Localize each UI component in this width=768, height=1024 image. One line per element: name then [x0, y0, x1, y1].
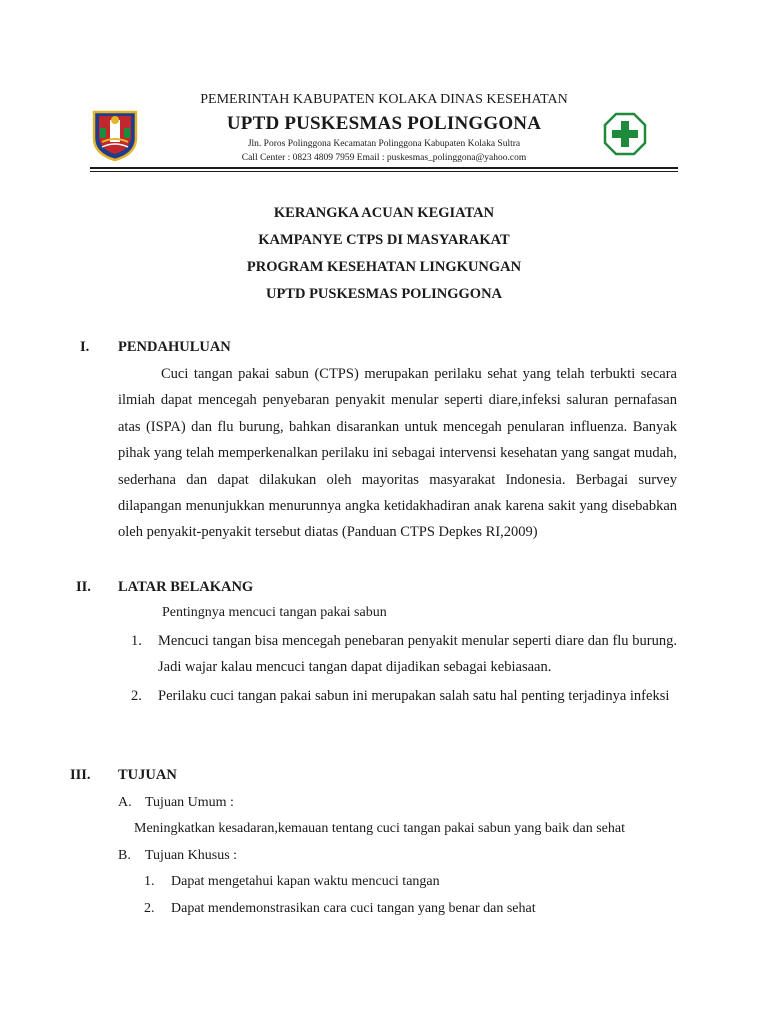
- document-title-line-3: PROGRAM KESEHATAN LINGKUNGAN: [246, 259, 522, 275]
- letterhead-rule-thin: [90, 171, 678, 172]
- list-item-number: 2.: [144, 901, 155, 916]
- document-title-line-2: KAMPANYE CTPS DI MASYARAKAT: [258, 232, 510, 248]
- section-3-heading: TUJUAN: [118, 767, 177, 783]
- section-2-heading: LATAR BELAKANG: [118, 579, 254, 595]
- section-1-heading: PENDAHULUAN: [118, 339, 231, 355]
- section-2-intro: Pentingnya mencuci tangan pakai sabun: [162, 605, 387, 620]
- section-1-number: I.: [80, 339, 90, 355]
- section-2-number: II.: [76, 579, 91, 595]
- letterhead-government-line: PEMERINTAH KABUPATEN KOLAKA DINAS KESEHATAN: [200, 92, 568, 107]
- section-1-paragraph: Cuci tangan pakai sabun (CTPS) merupakan perilaku sehat yang telah terbukti secara ilmiah dapat mencegah penyebaran penyakit menular seperti diare,infeksi saluran pernafasan atas (ISPA) dan flu burung, bahkan disarankan untuk mencegah penularan influenza. Banyak pihak yang telah memperkenalkan perilaku ini sebagai intervensi kesehatan yang sangat mudah, sederhana dan dapat dilakukan oleh mayoritas masyarakat Indonesia. Berbagai survey dilapangan menunjukkan menurunnya angka ketidakhadiran anak karena sakit yang disebabkan oleh penyakit-penyakit tersebut diatas (Panduan CTPS Depkes RI,2009): [118, 366, 677, 541]
- subsection-b-label: B.: [118, 848, 131, 863]
- letterhead-institution-name: UPTD PUSKESMAS POLINGGONA: [226, 113, 542, 134]
- list-item-text: Dapat mengetahui kapan waktu mencuci tangan: [171, 874, 440, 889]
- list-item-number: 1.: [144, 874, 155, 889]
- subsection-a-label: A.: [118, 795, 132, 810]
- subsection-a-text: Meningkatkan kesadaran,kemauan tentang cuci tangan pakai sabun yang baik dan sehat: [134, 821, 625, 836]
- list-item-text: Perilaku cuci tangan pakai sabun ini merupakan salah satu hal penting terjadinya infeksi: [158, 688, 670, 704]
- subsection-b-title: Tujuan Khusus :: [145, 848, 238, 863]
- list-item-text: Dapat mendemonstrasikan cara cuci tangan yang benar dan sehat: [171, 901, 536, 916]
- letterhead-address: Jln. Poros Polinggona Kecamatan Polinggona Kabupaten Kolaka Sultra: [247, 139, 521, 149]
- subsection-a-title: Tujuan Umum :: [145, 795, 234, 810]
- list-item-number: 1.: [131, 633, 142, 649]
- document-title-line-1: KERANGKA ACUAN KEGIATAN: [273, 205, 495, 221]
- document-title-line-4: UPTD PUSKESMAS POLINGGONA: [265, 286, 503, 302]
- list-item-number: 2.: [131, 688, 142, 704]
- letterhead-rule-thick: [90, 167, 678, 169]
- list-item-text: Mencuci tangan bisa mencegah penebaran penyakit menular seperti diare dan flu burung. Jadi wajar kalau mencuci tangan dapat dijadikan sebagai kebiasaan.: [158, 633, 677, 676]
- section-3-number: III.: [70, 767, 91, 783]
- letterhead-contact: Call Center : 0823 4809 7959 Email : puskesmas_polinggona@yahoo.com: [241, 153, 527, 163]
